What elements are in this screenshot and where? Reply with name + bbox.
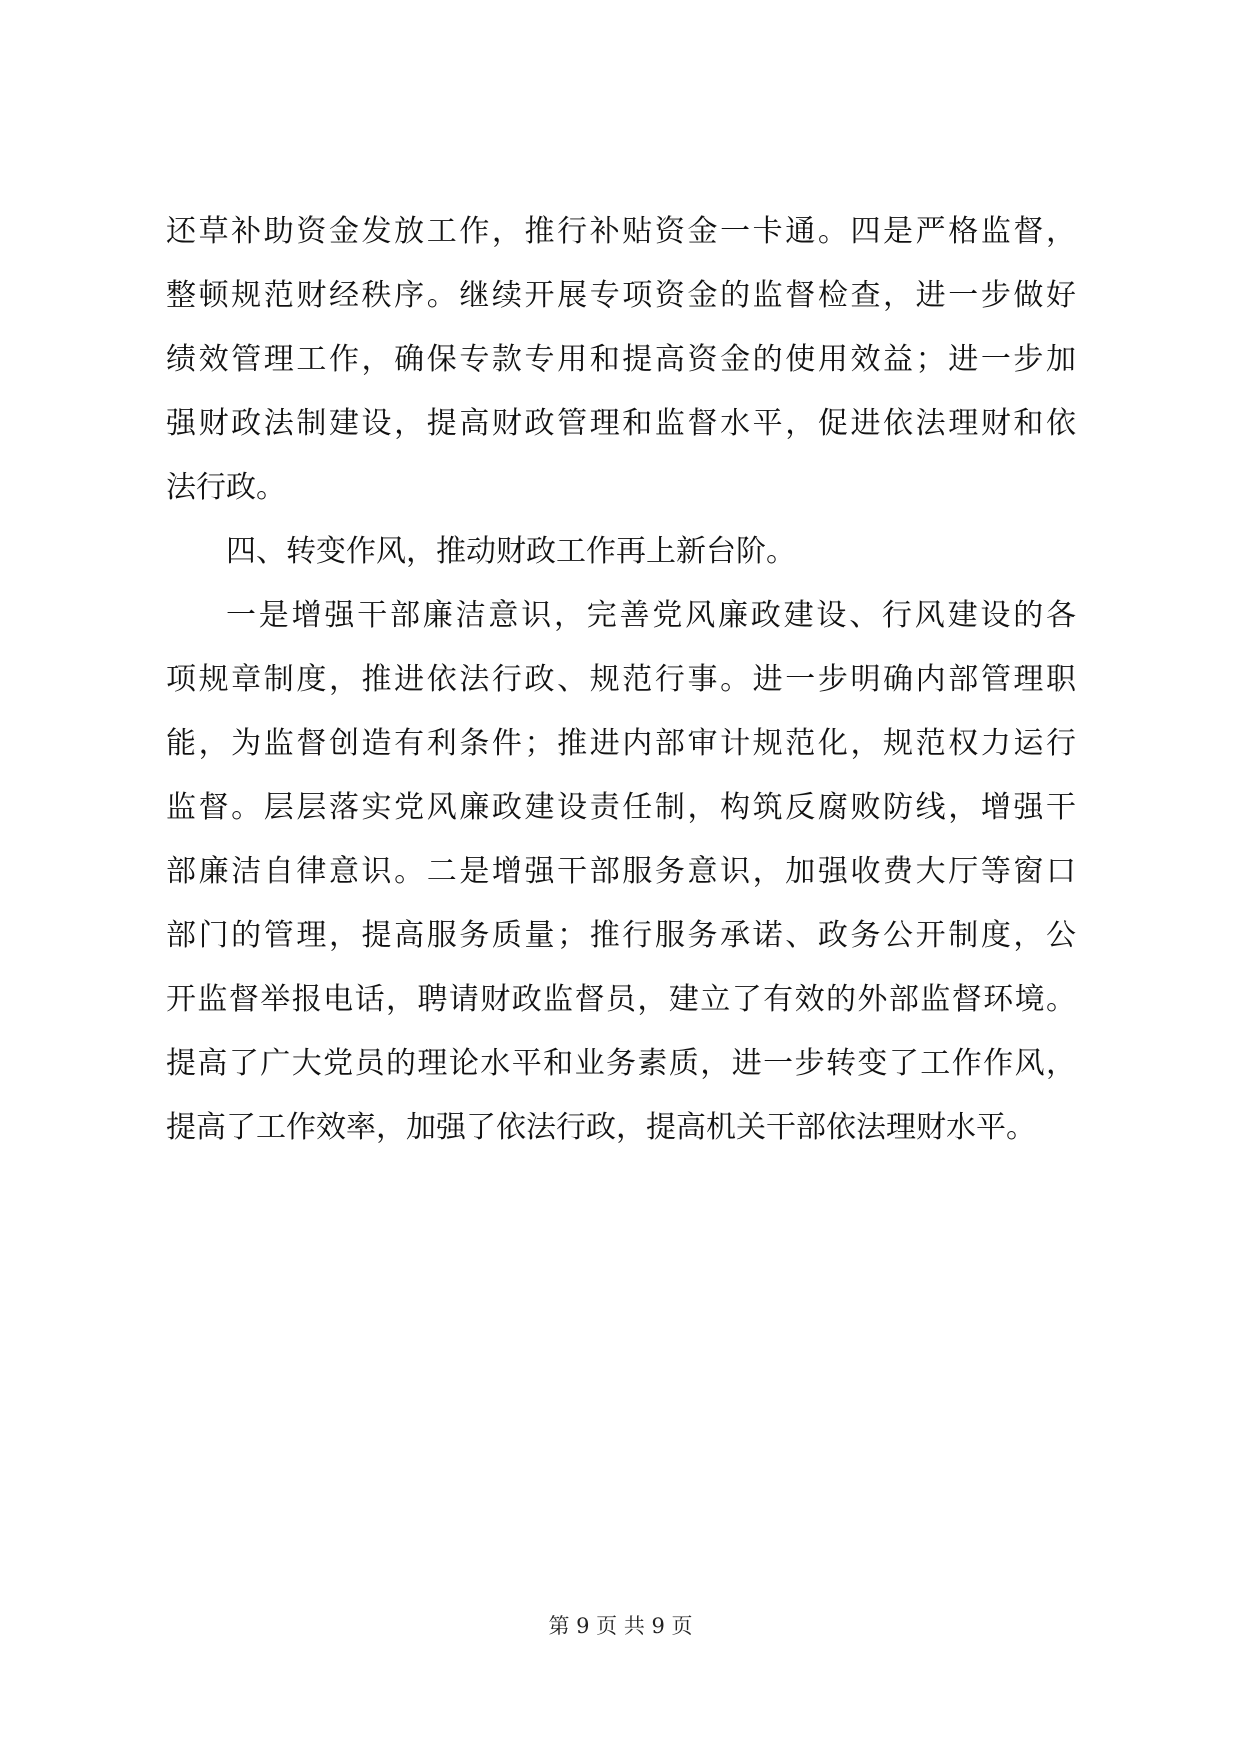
body-line-13: 开监督举报电话，聘请财政监督员，建立了有效的外部监督环境。 [166, 982, 1076, 1017]
body-line-14: 提高了广大党员的理论水平和业务素质，进一步转变了工作作风， [166, 1046, 1076, 1081]
body-line-4: 强财政法制建设，提高财政管理和监督水平，促进依法理财和依 [166, 406, 1076, 441]
body-line-11: 部廉洁自律意识。二是增强干部服务意识，加强收费大厅等窗口 [166, 854, 1076, 889]
page-footer: 第 9 页 共 9 页 [548, 1614, 693, 1638]
body-line-1: 还草补助资金发放工作，推行补贴资金一卡通。四是严格监督， [166, 214, 1076, 249]
body-line-15: 提高了工作效率，加强了依法行政，提高机关干部依法理财水平。 [166, 1110, 1036, 1145]
body-line-2: 整顿规范财经秩序。继续开展专项资金的监督检查，进一步做好 [166, 278, 1076, 313]
body-line-3: 绩效管理工作，确保专款专用和提高资金的使用效益；进一步加 [166, 342, 1076, 377]
body-line-8: 项规章制度，推进依法行政、规范行事。进一步明确内部管理职 [166, 662, 1076, 697]
body-line-12: 部门的管理，提高服务质量；推行服务承诺、政务公开制度，公 [166, 918, 1076, 953]
body-line-7: 一是增强干部廉洁意识，完善党风廉政建设、行风建设的各 [226, 598, 1076, 633]
section-heading: 四、转变作风，推动财政工作再上新台阶。 [226, 534, 796, 569]
document-body [166, 200, 1076, 1160]
body-line-10: 监督。层层落实党风廉政建设责任制，构筑反腐败防线，增强干 [166, 790, 1076, 825]
body-line-9: 能，为监督创造有利条件；推进内部审计规范化，规范权力运行 [166, 726, 1076, 761]
body-line-5: 法行政。 [166, 470, 286, 505]
